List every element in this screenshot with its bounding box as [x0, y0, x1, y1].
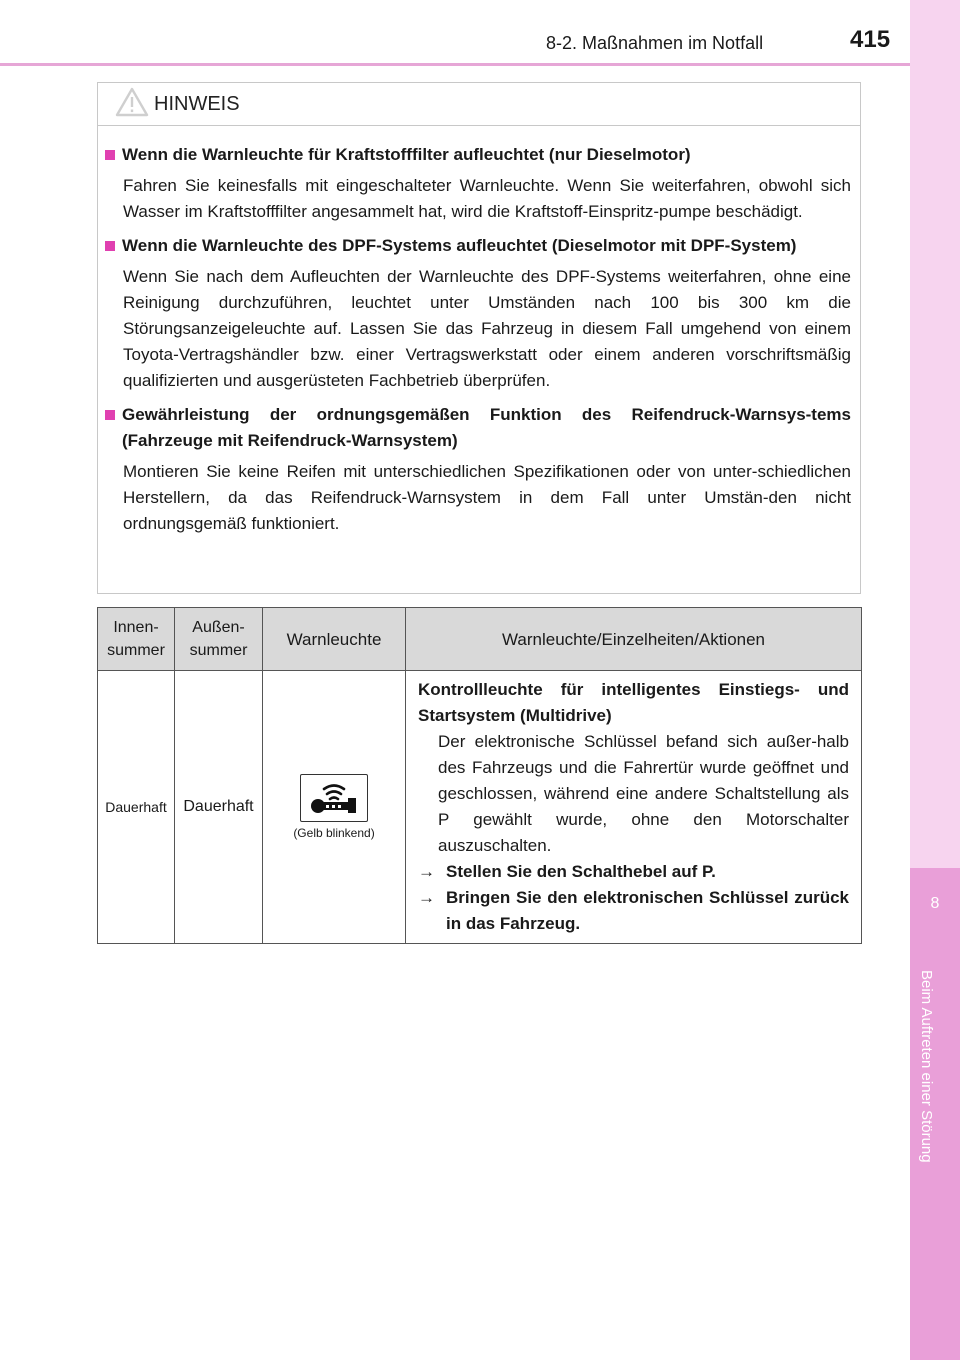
cell-lamp — [263, 671, 406, 944]
note-item-heading-text: Wenn die Warnleuchte für Kraftstofffilter aufleuchtet (nur Dieselmotor) — [122, 145, 691, 164]
action-text: Stellen Sie den Schalthebel auf P. — [446, 862, 716, 881]
note-item-heading — [104, 233, 851, 259]
action-item — [418, 859, 849, 885]
note-item-heading-text: Wenn die Warnleuchte des DPF-Systems aufleuchtet (Dieselmotor mit DPF-System) — [122, 236, 797, 255]
smart-key-warning-icon — [300, 774, 368, 822]
detail-description: Der elektronische Schlüssel befand sich außer-halb des Fahrzeugs und die Fahrertür wurde geöffnet und geschlossen, während eine andere Schaltstellung als P gewählt wurde, ohne den Motorschalter auszuschalten. — [438, 732, 849, 855]
page-number: 415 — [850, 26, 891, 53]
cell-details — [406, 671, 862, 944]
note-item-heading — [104, 142, 851, 168]
header-lamp: Warnleuchte — [263, 608, 406, 671]
arrow-icon: → — [418, 862, 435, 881]
note-item-text: Montieren Sie keine Reifen mit unterschiedlichen Spezifikationen oder von unter-schiedlichen Herstellern, da das Reifendruck-Warnsystem in dem Fall unter Umstän-den nicht ordnungsgemäß funktioniert. — [123, 462, 851, 533]
header-outer-line2: summer — [189, 642, 248, 659]
lamp-wrap — [263, 774, 405, 840]
table-row — [98, 671, 862, 944]
warning-triangle-icon — [115, 87, 149, 122]
bullet-square-icon — [104, 402, 122, 454]
chapter-number: 8 — [930, 895, 940, 912]
header-outer-buzzer — [175, 608, 263, 671]
arrow-icon: → — [418, 888, 435, 907]
action-text: Bringen Sie den elektronischen Schlüssel zurück in das Fahrzeug. — [446, 888, 849, 933]
note-body — [98, 126, 860, 537]
bullet-square-icon — [104, 233, 122, 259]
note-item-heading-text: Gewährleistung der ordnungsgemäßen Funktion des Reifendruck-Warnsys-tems (Fahrzeuge mit Reifendruck-Warnsystem) — [122, 405, 851, 450]
bullet-square-icon — [104, 142, 122, 168]
note-header — [98, 83, 860, 126]
note-item-text: Fahren Sie keinesfalls mit eingeschalteter Warnleuchte. Wenn Sie weiterfahren, obwohl sich Wasser im Kraftstofffilter angesammelt hat, wird die Kraftstoff-Einspritz-pumpe beschädigt. — [123, 176, 851, 221]
header-inner-line2: summer — [107, 642, 165, 659]
cell-outer-buzzer: Dauerhaft — [175, 671, 263, 944]
chapter-title: Beim Auftreten einer Störung — [918, 970, 935, 1163]
action-item — [418, 885, 849, 937]
detail-title: Kontrollleuchte für intelligentes Einstiegs- und Startsystem (Multidrive) — [418, 680, 849, 725]
table-header-row — [98, 608, 862, 671]
section-title: 8-2. Maßnahmen im Notfall — [546, 33, 764, 53]
note-item-text: Wenn Sie nach dem Aufleuchten der Warnleuchte des DPF-Systems weiterfahren, ohne eine Reinigung durchzuführen, leuchtet unter Umständen nach 100 bis 300 km die Störungsanzeigeleuchte auf. Lassen Sie das Fahrzeug in diesem Fall umgehend von einem Toyota-Vertragshändler bzw. einer Vertragswerkstatt oder einem anderen vorschriftsmäßig qualifizierten und ausgerüsteten Fachbetrieb überprüfen. — [123, 267, 851, 390]
lamp-caption: (Gelb blinkend) — [293, 826, 375, 840]
header-outer-line1: Außen- — [192, 619, 245, 636]
header-inner-buzzer — [98, 608, 175, 671]
header-rule — [0, 63, 910, 66]
warning-table — [97, 607, 862, 944]
cell-inner-buzzer: Dauerhaft — [98, 671, 175, 944]
note-box — [97, 82, 861, 594]
header-inner-line1: Innen- — [113, 619, 159, 636]
note-title: HINWEIS — [154, 93, 240, 115]
header-details: Warnleuchte/Einzelheiten/Aktionen — [406, 608, 862, 671]
note-item-heading — [104, 402, 851, 454]
